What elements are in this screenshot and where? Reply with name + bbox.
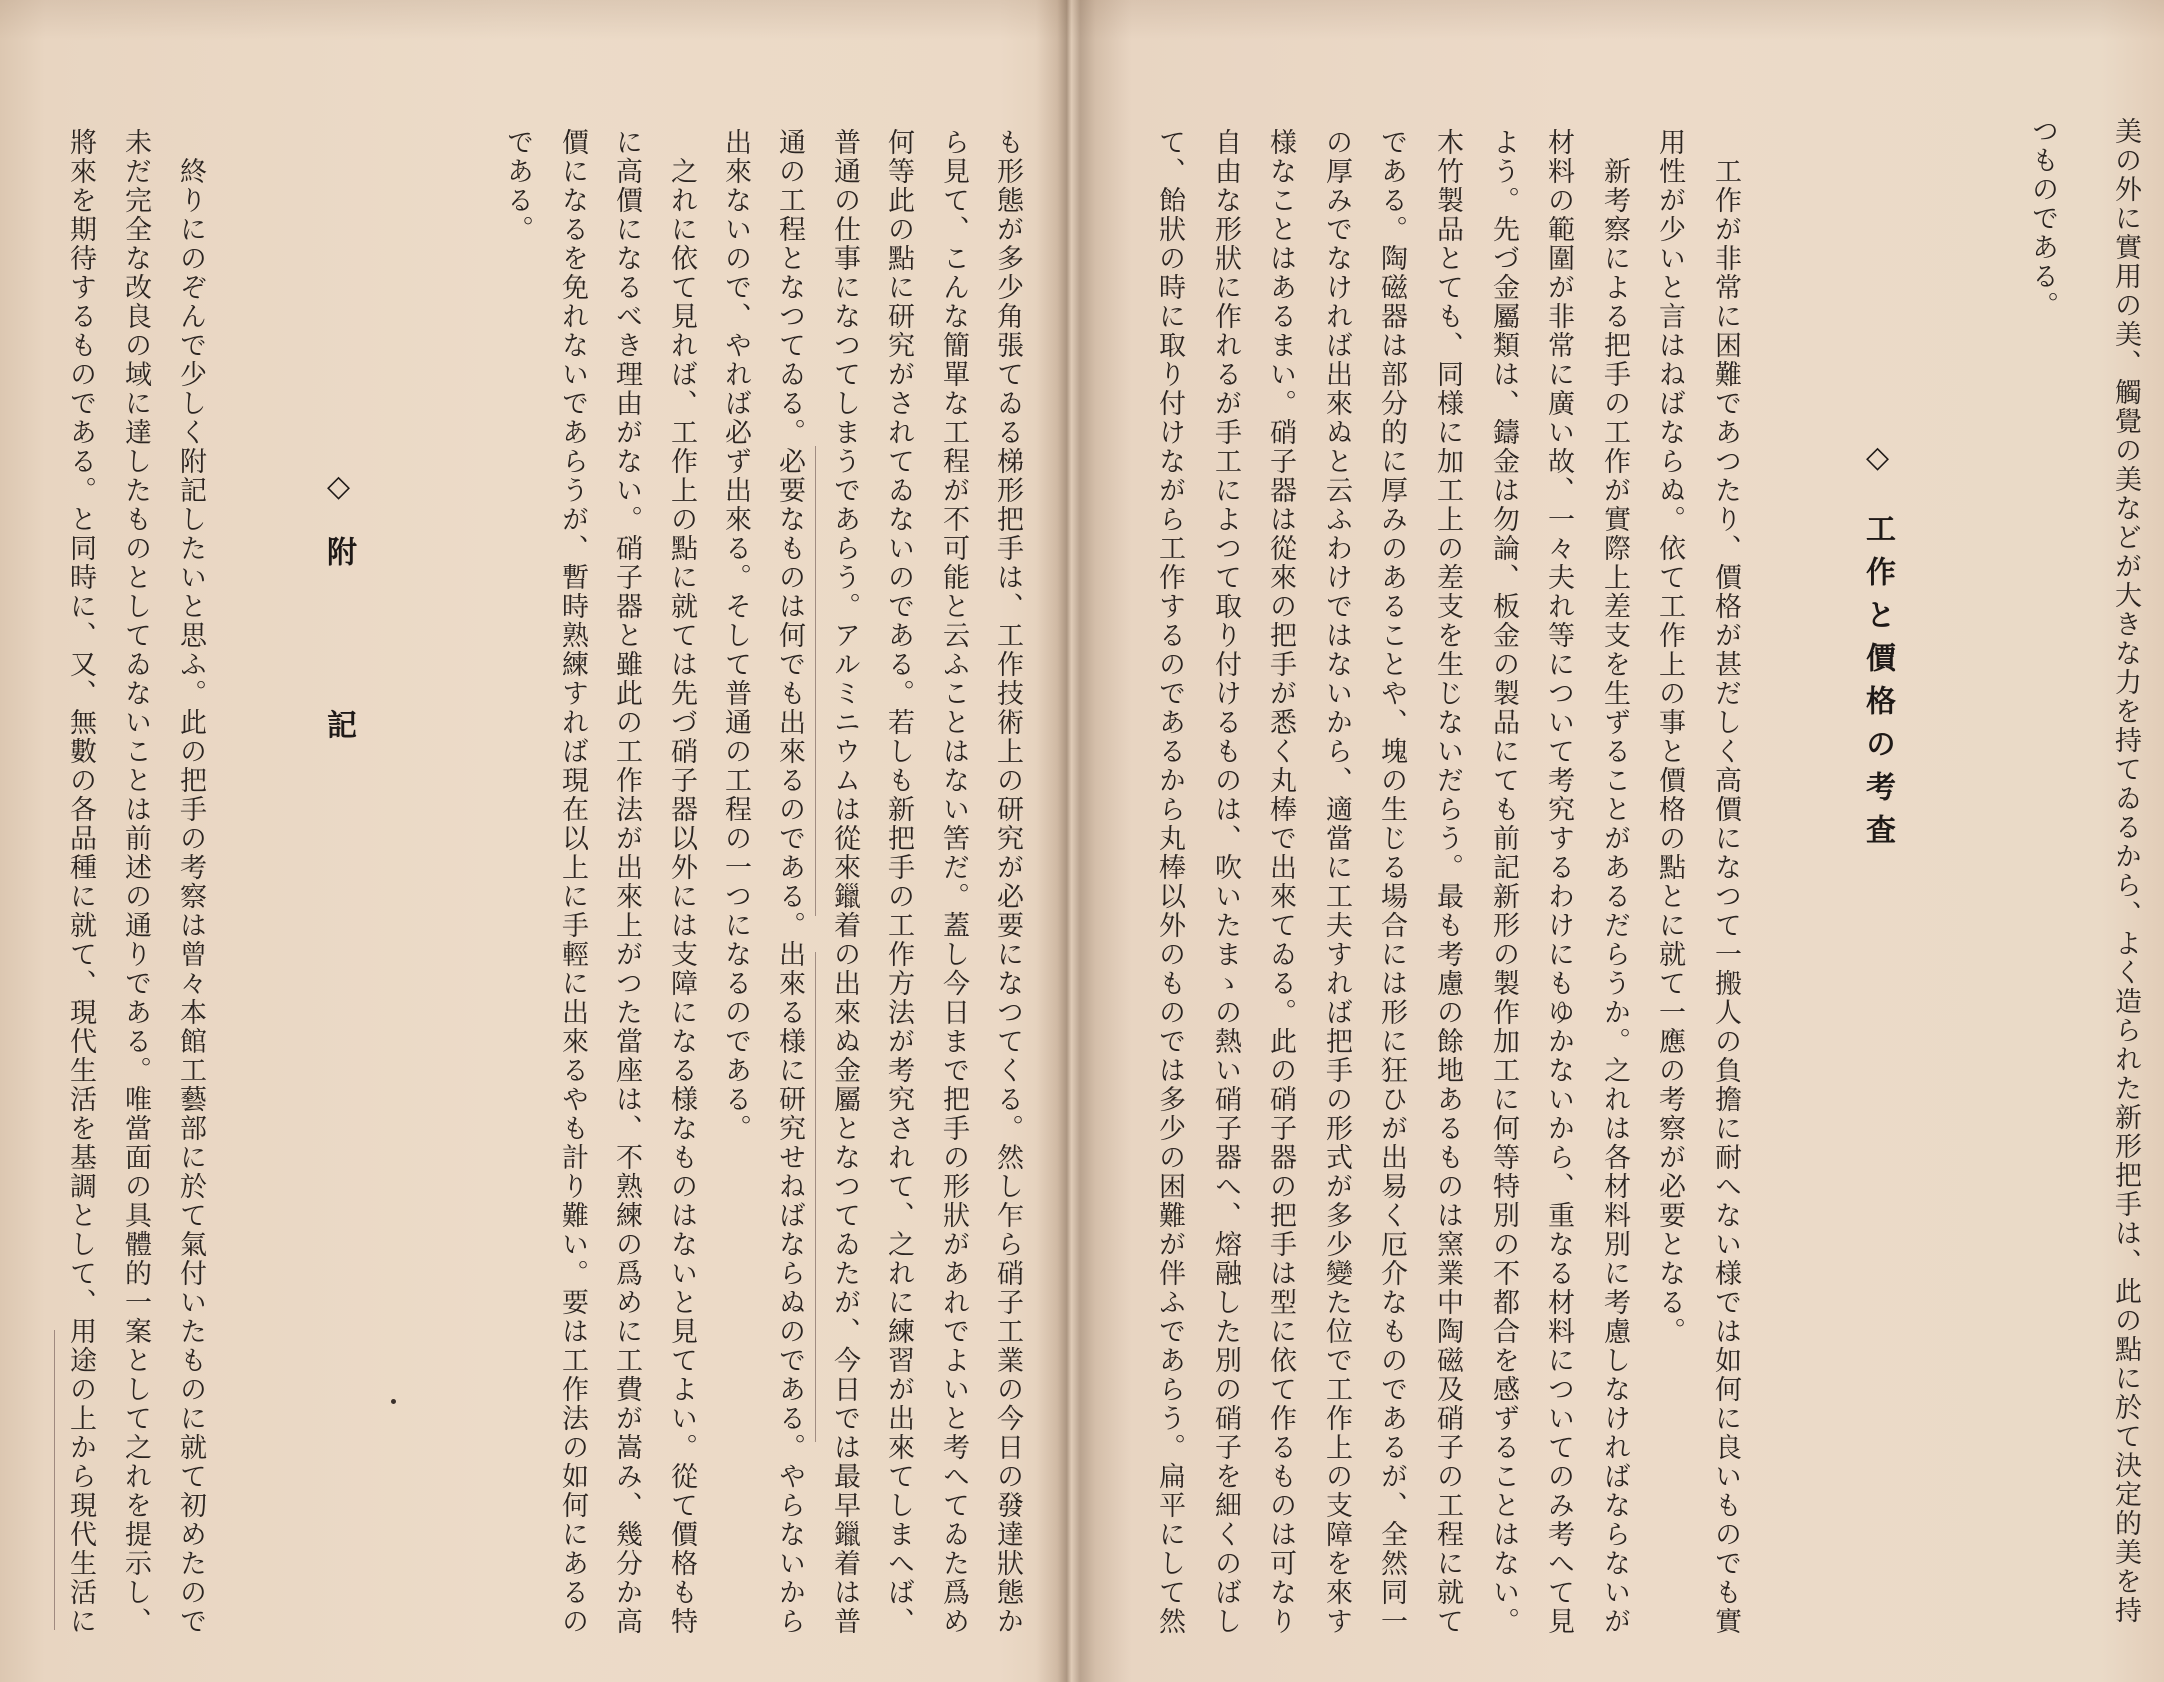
text-line: に高價になるべき理由がない。硝子器と雖此の工作法が出來上がつた當座は、不熟練の爲めに工費が嵩み、幾分か高 [611, 128, 642, 1636]
text-line: つものである。 [2027, 117, 2058, 320]
section-heading [310, 469, 366, 882]
text-line: の厚みでなければ出來ぬと云ふわけではないから、適當に工夫すれば把手の形式が多少變た位で工作上の支障を來す [1321, 128, 1352, 1636]
text-line: 終りにのぞんで少しく附記したいと思ふ。此の把手の考察は曾々本館工藝部に於て氣付いたものに就て初めたので [175, 157, 206, 1636]
text-line: 木竹製品とても、同様に加工上の差支を生じないだらう。最も考慮の餘地あるものは窯業中陶磁及硝子の工程に就て [1432, 128, 1463, 1636]
text-line: 材料の範圍が非常に廣い故、一々夫れ等について考究するわけにもゆかないから、重なる材料についてのみ考へて見 [1543, 128, 1574, 1636]
text-line: 通の工程となつてゐる。必要なものは何でも出來るのである。出來る様に研究せねばならぬのである。やらないから [774, 128, 805, 1636]
section-title: 附記 [321, 536, 356, 882]
text-line: 用性が少いと言はねばならぬ。依て工作上の事と價格の點とに就て一應の考察が必要となる。 [1654, 128, 1685, 1346]
diamond-bullet-icon: ◇ [1860, 440, 1895, 475]
text-line: 未だ完全な改良の域に達したものとしてゐないことは前述の通りである。唯當面の具體的一案として之れを提示し、 [120, 128, 151, 1636]
text-line: も形態が多少角張てゐる梯形把手は、工作技術上の研究が必要になつてくる。然し乍ら硝子工業の今日の發達狀態か [992, 128, 1023, 1636]
text-line: よう。先づ金屬類は、鑄金は勿論、板金の製品にても前記新形の製作加工に何等特別の不都合を感ずることはない。 [1488, 128, 1519, 1636]
text-line: 自由な形狀に作れるが手工によつて取り付けるものは、吹いたまゝの熱い硝子器へ、熔融した別の硝子を細くのばし [1210, 128, 1241, 1636]
text-line: 様なことはあるまい。硝子器は從來の把手が悉く丸棒で出來てゐる。此の硝子器の把手は型に依て作るものは可なり [1265, 128, 1296, 1636]
text-line: 出來ないので、やれば必ず出來る。そして普通の工程の一つになるのである。 [720, 128, 751, 1143]
text-line: 普通の仕事になつてしまうであらう。アルミニウムは從來鑞着の出來ぬ金屬となつてゐたが、今日では最早鑞着は普 [829, 128, 860, 1636]
text-line: ら見て、こんな簡單な工程が不可能と云ふことはない筈だ。蓋し今日まで把手の形狀があれでよいと考へてゐた爲め [938, 128, 969, 1636]
text-line: 新考察による把手の工作が實際上差支を生ずることがあるだらうか。之れは各材料別に考慮しなければならないが [1599, 157, 1630, 1636]
book-gutter [1036, 0, 1132, 1682]
section-title: 工作と價格の考査 [1860, 513, 1895, 857]
text-line: である。 [502, 128, 533, 244]
ink-speck [391, 1399, 396, 1404]
pencil-sideline [54, 1330, 55, 1630]
text-line: 將來を期待するものである。と同時に、又、無數の各品種に就て、現代生活を基調として、用途の上から現代生活に [65, 128, 96, 1636]
text-line: 何等此の點に研究がされてゐないのである。若しも新把手の工作方法が考究されて、之れに練習が出來てしまへば、 [883, 128, 914, 1636]
text-line: 美の外に實用の美、觸覺の美などが大きな力を持てゐるから、よく造られた新形把手は、此の點に於て決定的美を持 [2110, 117, 2141, 1625]
pencil-sideline [815, 446, 816, 916]
text-line: である。陶磁器は部分的に厚みのあることや、塊の生じる場合には形に狂ひが出易く厄介なものであるが、全然同一 [1376, 128, 1407, 1636]
text-line: 之れに依て見れば、工作上の點に就ては先づ硝子器以外には支障になる様なものはないと見てよい。從て價格も特 [666, 157, 697, 1636]
text-line: て、飴狀の時に取り付けながら工作するのであるから丸棒以外のものでは多少の困難が伴ふであらう。扁平にして然 [1154, 128, 1185, 1636]
section-heading [1849, 440, 1905, 857]
diamond-bullet-icon: ◇ [321, 469, 356, 504]
pencil-sideline [815, 952, 816, 1442]
text-line: 工作が非常に困難であつたり、價格が甚だしく高價になつて一搬人の負擔に耐へない様では如何に良いものでも實 [1710, 157, 1741, 1636]
text-line: 價になるを免れないであらうが、暫時熟練すれば現在以上に手輕に出來るやも計り難い。要は工作法の如何にあるの [557, 128, 588, 1636]
